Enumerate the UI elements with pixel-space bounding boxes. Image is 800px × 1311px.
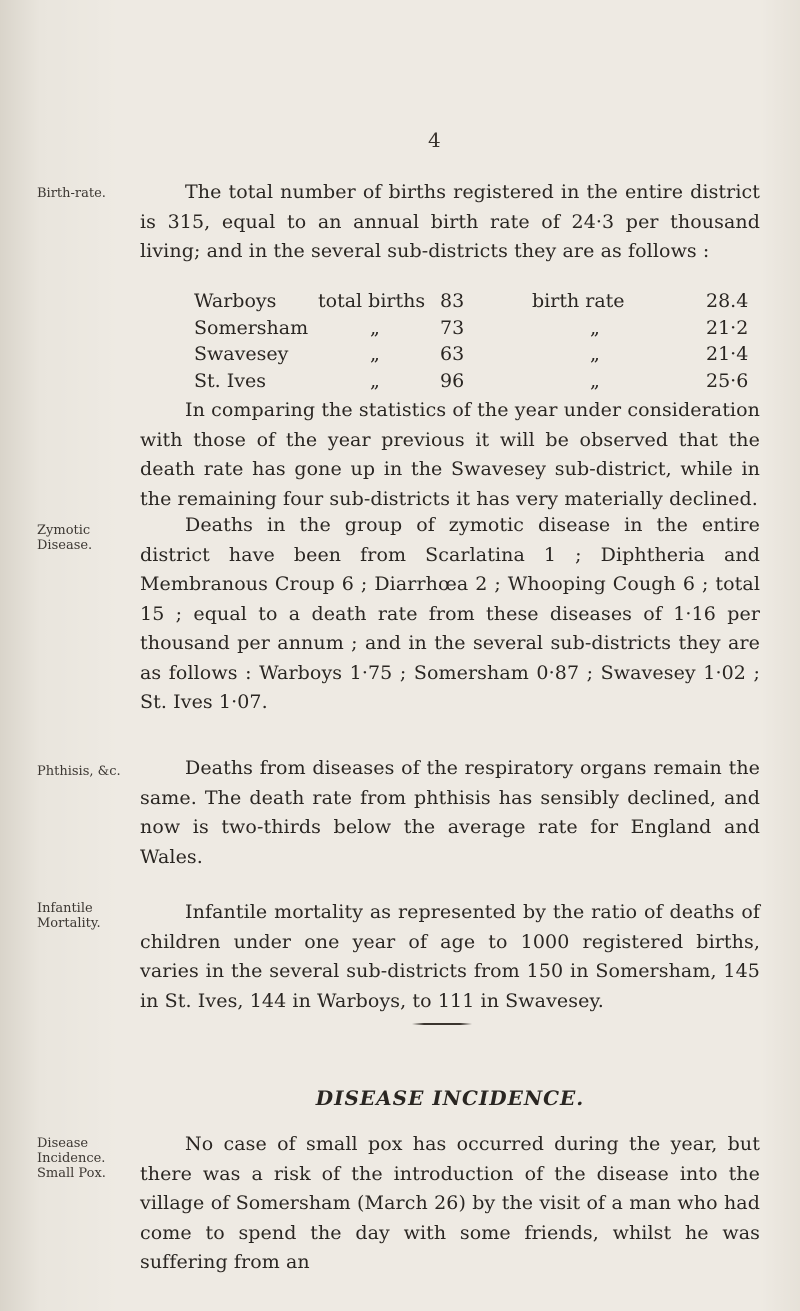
- margin-note-phthisis: Phthisis, &c.: [37, 764, 121, 779]
- births-count: 96: [440, 369, 465, 392]
- births-count: 73: [440, 316, 465, 339]
- birth-rate-value: 21·4: [706, 343, 749, 365]
- births-count: 63: [440, 343, 465, 365]
- margin-note-disease-incidence: Disease Incidence. Small Pox.: [37, 1136, 106, 1181]
- margin-note-infantile-mortality: Infantile Mortality.: [37, 901, 101, 931]
- birth-rate-value: 21·2: [706, 316, 749, 339]
- birth-rate-value: 28.4: [706, 290, 749, 312]
- birth-rate-label: birth rate: [532, 290, 625, 312]
- subdistrict-name: Swavesey: [194, 343, 289, 365]
- ditto-mark: „: [370, 343, 380, 365]
- total-births-label: total births: [318, 290, 426, 312]
- ditto-mark: „: [590, 316, 600, 339]
- page-number: 4: [428, 128, 441, 152]
- paragraph-infantile-mortality: Infantile mortality as represented by the ratio of deaths of children under one year of age to 1000 registered births, varies in the several sub-districts from 150 in Somersham, 145 in St. Ives, 144 in Warboys, to 111 in Swavesey.: [140, 901, 760, 1012]
- paragraph-phthisis: Deaths from diseases of the respiratory organs remain the same. The death rate from phthisis has sensibly declined, and now is two-thirds below the average rate for England and Wales.: [140, 757, 760, 868]
- table-row: [194, 288, 754, 315]
- paragraph-small-pox: No case of small pox has occurred during the year, but there was a risk of the introduction of the disease into the village of Somersham (March 26) by the visit of a man who had come to spend the day with some friends, whilst he was suffering from an: [140, 1133, 760, 1273]
- subdistrict-name: St. Ives: [194, 369, 266, 392]
- margin-note-birth-rate: Birth-rate.: [37, 186, 106, 201]
- subdistrict-name: Somersham: [194, 316, 309, 339]
- ditto-mark: „: [370, 369, 380, 392]
- birth-table: [194, 288, 754, 394]
- section-heading: DISEASE INCIDENCE.: [315, 1086, 585, 1110]
- paragraph-zymotic-disease: Deaths in the group of zymotic disease in the entire district have been from Scarlatina 1 ; Diphtheria and Membranous Croup 6 ; Diarrhœa 2 ; Whooping Cough 6 ; total 15 ; equal to a death rate from these diseases of 1·16 per thousand per annum ; and in the several sub-districts they are as follows : Warboys 1·75 ; Somersham 0·87 ; Swavesey 1·02 ; St. Ives 1·07.: [140, 514, 760, 713]
- table-row: [194, 341, 754, 368]
- table-row: [194, 368, 754, 395]
- margin-note-zymotic: Zymotic Disease.: [37, 523, 93, 553]
- ditto-mark: „: [590, 343, 600, 365]
- table-row: [194, 315, 754, 342]
- paragraph-death-rate-comparison: In comparing the statistics of the year under consideration with those of the year previous it will be observed that the death rate has gone up in the Swavesey sub-district, while in the remaining four sub-districts it has very materially declined.: [140, 399, 760, 510]
- births-count: 83: [440, 290, 465, 312]
- section-divider: [412, 1023, 472, 1025]
- ditto-mark: „: [590, 369, 600, 392]
- subdistrict-name: Warboys: [194, 290, 277, 312]
- ditto-mark: „: [370, 316, 380, 339]
- birth-rate-value: 25·6: [706, 369, 749, 392]
- paragraph-births: The total number of births registered in the entire district is 315, equal to an annual birth rate of 24·3 per thousand living; and in the several sub-districts they are as follows :: [140, 181, 760, 262]
